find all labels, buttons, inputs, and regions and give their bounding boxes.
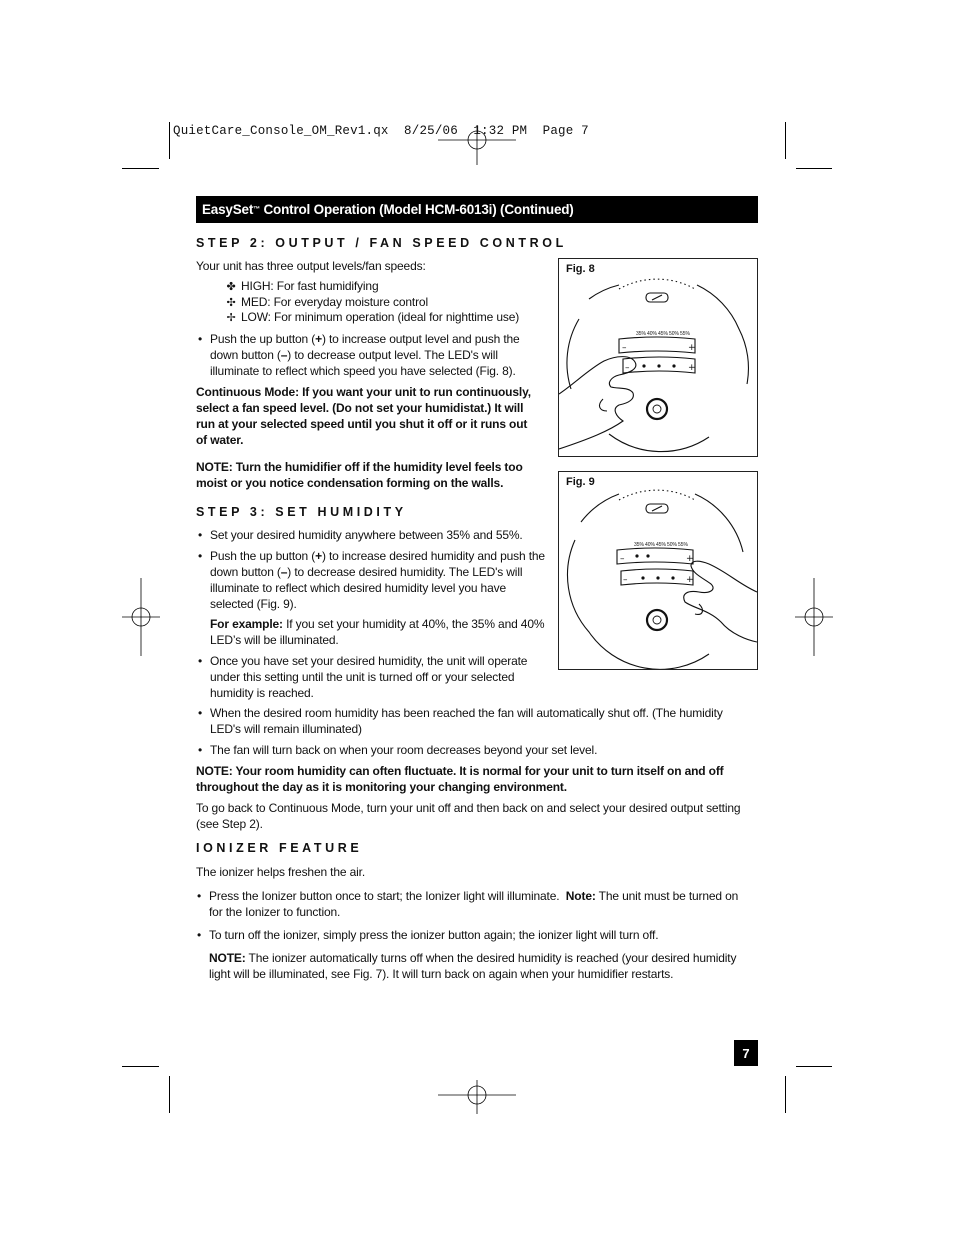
continuous-mode-return: To go back to Continuous Mode, turn your unit off and then back on and select your desired output setting (see Step 2). (196, 801, 741, 831)
svg-text:+: + (686, 554, 694, 564)
svg-text:–: – (625, 363, 630, 373)
step3-bullet-4: When the desired room humidity has been reached the fan will automatically shut off. (The humidity LED's will remain illuminated) (210, 706, 723, 736)
figure-9 (558, 471, 758, 670)
bullet-dot: • (198, 549, 203, 563)
control-panel-illustration (559, 259, 757, 456)
step3-example: For example: If you set your humidity at 40%, the 35% and 40% LED’s will be illuminated. (210, 617, 545, 647)
speed-item-med: ✣ MED: For everyday moisture control (226, 295, 428, 309)
page-number: 7 (734, 1040, 758, 1066)
step3-bullet-2: Push the up button (+) to increase desired humidity and push the down button (–) to decrease desired humidity. The LED's will illuminate to reflect which desired humidity level you have selected (Fig. 9). (210, 549, 545, 611)
step3-bullet-1: Set your desired humidity anywhere between 35% and 55%. (210, 528, 523, 542)
step3-heading: STEP 3: SET HUMIDITY (196, 505, 407, 519)
crop-mark (796, 1066, 832, 1067)
ionizer-intro: The ionizer helps freshen the air. (196, 865, 365, 879)
crop-mark (785, 1076, 786, 1113)
bullet-dot: • (198, 706, 203, 720)
crop-mark (169, 122, 170, 159)
crop-mark (169, 1076, 170, 1113)
registration-mark-left (122, 578, 160, 656)
continuous-mode-paragraph: Continuous Mode: If you want your unit to run continuously, select a fan speed level. (Do not set your humidistat.) It will run at your selected speed until you shut it off or it runs out of water. (196, 385, 531, 447)
crop-mark (122, 168, 159, 169)
step3-note: NOTE: Your room humidity can often fluctuate. It is normal for your unit to turn itself on and off throughout the day as it is monitoring your changing environment. (196, 764, 724, 794)
humidity-level-label: 40% (645, 542, 656, 548)
bullet-dot: • (198, 332, 203, 346)
fan-low-icon: ✢ (226, 312, 236, 324)
bullet-dot: • (198, 743, 203, 757)
ionizer-bullet-1: Press the Ionizer button once to start; the Ionizer light will illuminate. Note: The unit must be turned on for the Ionizer to function. (209, 889, 739, 919)
bullet-dot: • (197, 889, 202, 903)
fan-med-icon: ✣ (226, 297, 236, 309)
speed-item-high: ✤ HIGH: For fast humidifying (226, 279, 379, 293)
svg-text:+: + (688, 363, 696, 373)
humidity-level-label: 45% (658, 331, 669, 337)
step2-bullet: Push the up button (+) to increase output level and push the down button (–) to decrease output level. The LED's will illuminate to reflect which speed you have selected (Fig. 8). (210, 332, 520, 378)
header-title-prefix: EasySet (202, 202, 254, 217)
figure-9-label: Fig. 9 (566, 476, 595, 488)
control-panel-illustration (559, 472, 757, 669)
step2-intro: Your unit has three output levels/fan speeds: (196, 259, 426, 273)
ionizer-heading: IONIZER FEATURE (196, 841, 363, 855)
step3-bullet-3: Once you have set your desired humidity, the unit will operate under this setting until the unit is turned off or your selected humidity is reached. (210, 654, 528, 700)
registration-mark-right (795, 578, 833, 656)
humidity-level-label: 40% (647, 331, 658, 337)
header-title-rest: Control Operation (Model HCM-6013i) (Continued) (259, 202, 574, 217)
step3-bullet-5: The fan will turn back on when your room decreases beyond your set level. (210, 743, 598, 757)
crop-mark (785, 122, 786, 159)
svg-text:+: + (688, 343, 696, 353)
svg-text:–: – (623, 575, 628, 585)
ionizer-bullet-2: To turn off the ionizer, simply press the ionizer button again; the ionizer light will turn off. (209, 928, 659, 942)
step2-note: NOTE: Turn the humidifier off if the humidity level feels too moist or you notice condensation forming on the walls. (196, 460, 523, 490)
trademark-symbol: ™ (253, 206, 260, 213)
speed-item-low: ✢ LOW: For minimum operation (ideal for nighttime use) (226, 310, 520, 324)
crop-mark (796, 168, 832, 169)
fan-high-icon: ✤ (226, 281, 236, 293)
registration-mark-bottom (438, 1080, 516, 1114)
bullet-dot: • (198, 528, 203, 542)
step2-heading: STEP 2: OUTPUT / FAN SPEED CONTROL (196, 236, 567, 250)
figure-8-label: Fig. 8 (566, 263, 595, 275)
humidity-level-label: 50% (667, 542, 678, 548)
humidity-level-label: 35% (634, 542, 645, 548)
bullet-dot: • (197, 928, 202, 942)
figure-8 (558, 258, 758, 457)
ionizer-note: NOTE: The ionizer automatically turns off when the desired humidity is reached (your desired humidity light will be illuminated, see Fig. 7). It will turn back on again when your humidifier restarts. (209, 951, 737, 981)
svg-text:–: – (620, 554, 625, 564)
humidity-level-label: 55% (678, 542, 689, 548)
bullet-dot: • (198, 654, 203, 668)
svg-text:–: – (622, 343, 627, 353)
humidity-level-label: 45% (656, 542, 667, 548)
crop-mark (122, 1066, 159, 1067)
humidity-level-label: 55% (680, 331, 691, 337)
humidity-level-label: 35% (636, 331, 647, 337)
humidity-level-label: 50% (669, 331, 680, 337)
svg-text:+: + (686, 575, 694, 585)
section-header (196, 196, 758, 223)
print-slug-line: QuietCare_Console_OM_Rev1.qx 8/25/06 1:32 PM Page 7 (173, 124, 589, 138)
